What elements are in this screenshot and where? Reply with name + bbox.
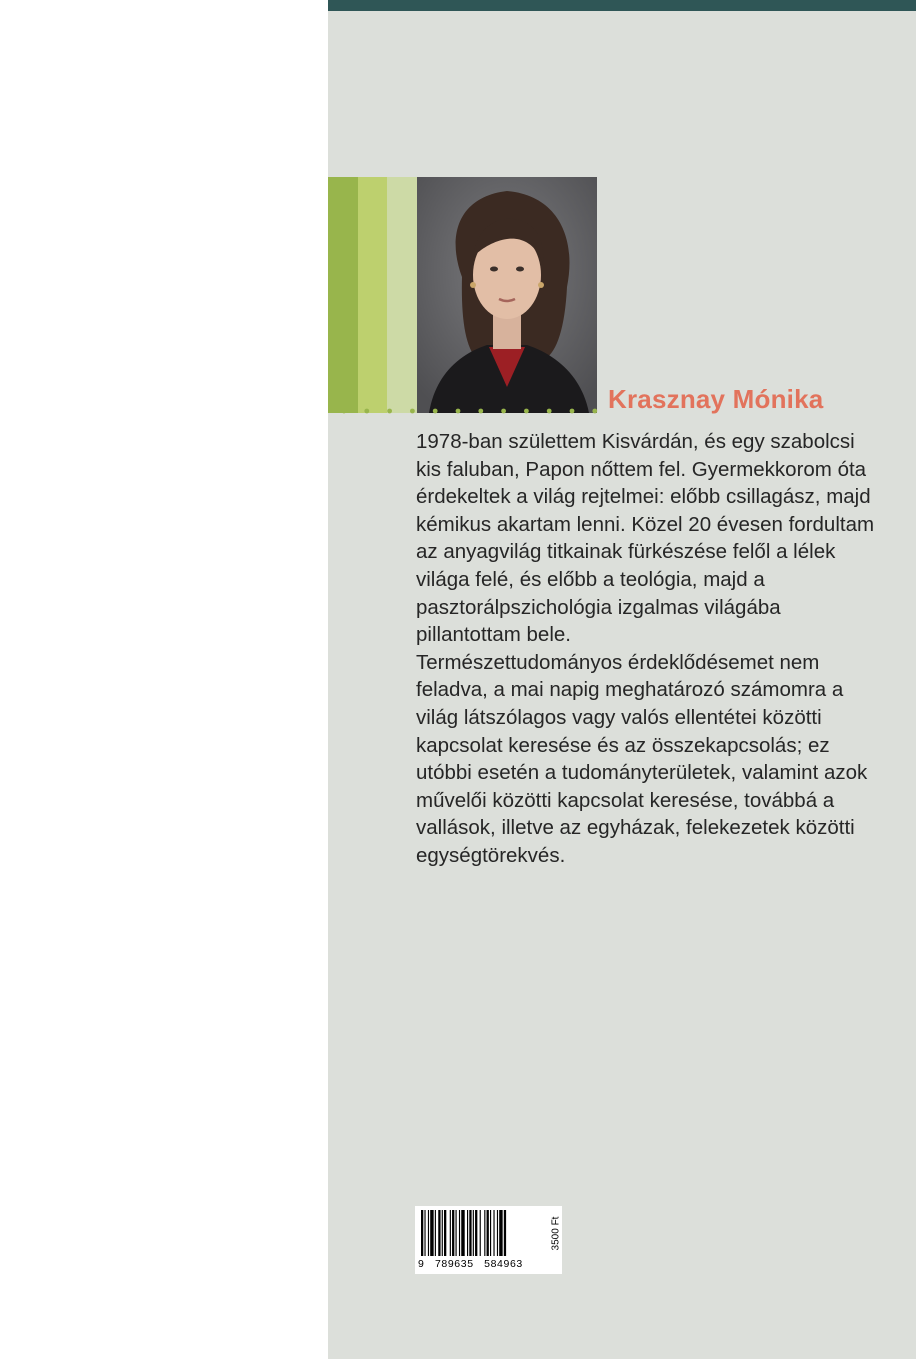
divider-dot: [456, 409, 461, 414]
divider-dot: [387, 409, 392, 414]
author-photo: [417, 177, 597, 413]
top-color-band: [328, 0, 916, 11]
green-stripe-dark: [328, 177, 358, 413]
bio-paragraph-2: Természettudományos érdeklődésemet nem feladva, a mai napig meghatározó számomra a világ látszólagos vagy valós ellentétei közötti kapcsolat keresése és az összekapcsolás; ez utóbbi esetén a tudományterületek, valamint azok művelői közötti kapcsolat keresése, továbbá a vallások, illetve az egyházak, felekezetek közötti egységtörekvés.: [416, 650, 868, 867]
divider-dot: [547, 409, 552, 414]
price-label: 3500 Ft: [550, 1216, 562, 1251]
divider-dot: [592, 409, 597, 414]
divider-dot: [433, 409, 438, 414]
divider-dot: [410, 409, 415, 414]
divider-dot: [501, 409, 506, 414]
author-bio: [416, 428, 876, 870]
isbn-barcode: [415, 1206, 562, 1274]
author-name: Krasznay Mónika: [608, 384, 824, 414]
green-stripe-mid: [358, 177, 387, 413]
green-stripe-light: [387, 177, 417, 413]
bio-paragraph-1: 1978-ban születtem Kisvárdán, és egy szabolcsi kis faluban, Papon nőttem fel. Gyermekkorom óta érdekeltek a világ rejtelmei: előbb csillagász, majd kémikus akartam lenni. Közel 20 évesen fordultam az anyagvilág titkainak fürkészése felől a lélek világa felé, és előbb a teológia, majd a pasztorálpszichológia izgalmas világába pillantottam bele.: [416, 430, 875, 647]
divider-dot: [570, 409, 575, 414]
isbn-number: 9 789635 584963: [418, 1258, 523, 1270]
divider-dot: [342, 409, 347, 414]
dotted-divider: [340, 406, 610, 416]
back-cover: [328, 0, 916, 1359]
divider-dot: [478, 409, 483, 414]
divider-dot: [524, 409, 529, 414]
divider-dot: [364, 409, 369, 414]
